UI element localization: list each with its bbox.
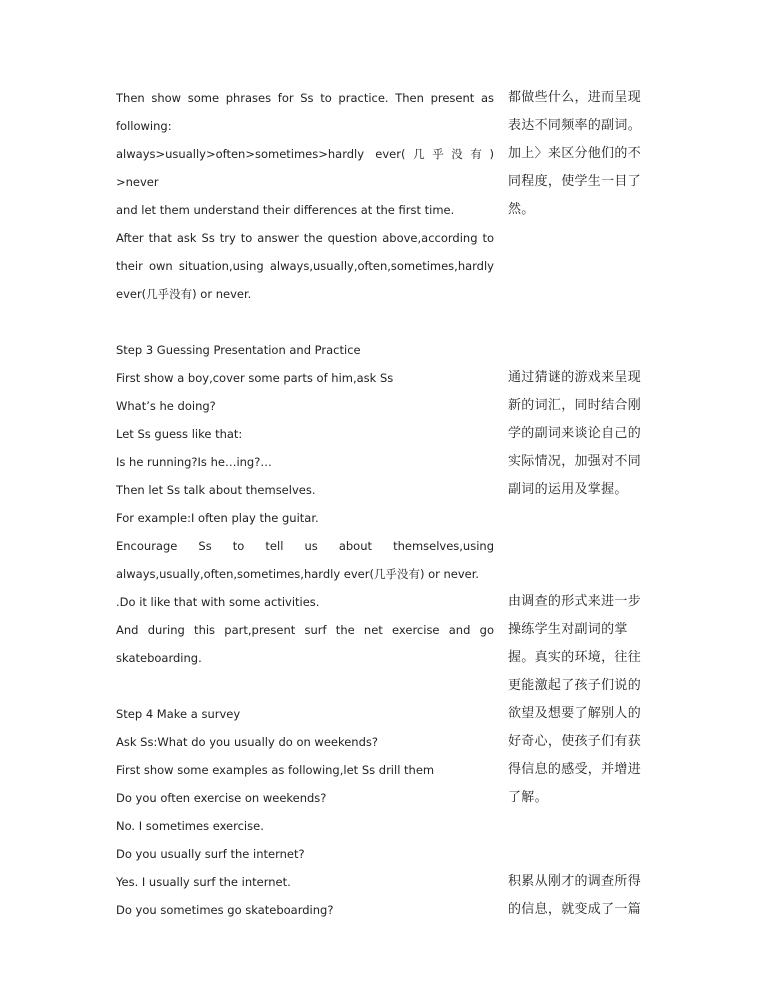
blank-line: [508, 504, 648, 532]
intent-line: 好奇心，使孩子们有获: [508, 734, 642, 749]
intent-line: 副词的运用及掌握。: [508, 482, 628, 497]
procedure-line: First show some examples as following,let Ss drill them: [116, 763, 435, 777]
procedure-line: And during this part,present surf the net exercise and go: [116, 623, 494, 637]
procedure-line: >never: [116, 175, 159, 189]
procedure-line: and let them understand their differences at the first time.: [116, 203, 455, 217]
intent-line: 实际情况，加强对不同: [508, 454, 642, 469]
intent-line: 操练学生对副词的掌: [508, 622, 628, 637]
procedure-line: Do you often exercise on weekends?: [116, 791, 327, 805]
procedure-line: Step 4 Make a survey: [116, 707, 241, 721]
blank-line: [116, 672, 494, 700]
intent-line: 同程度，使学生一目了: [508, 174, 642, 189]
lesson-procedure-column: [116, 84, 494, 924]
procedure-line: .Do it like that with some activities.: [116, 595, 320, 609]
procedure-line: Then let Ss talk about themselves.: [116, 483, 316, 497]
procedure-line: Ask Ss:What do you usually do on weekends?: [116, 735, 378, 749]
intent-line: 新的词汇，同时结合刚: [508, 398, 642, 413]
procedure-line: always>usually>often>sometimes>hardly ever(几乎没有): [116, 147, 494, 161]
procedure-line: First show a boy,cover some parts of him,ask Ss: [116, 371, 394, 385]
intent-line: 了解。: [508, 790, 548, 805]
procedure-line: After that ask Ss try to answer the question above,according to: [116, 231, 494, 245]
procedure-line: Let Ss guess like that:: [116, 427, 243, 441]
blank-line: [508, 252, 648, 280]
blank-line: [508, 812, 648, 840]
blank-line: [508, 840, 648, 868]
blank-line: [508, 336, 648, 364]
intent-line: 欲望及想要了解别人的: [508, 706, 642, 721]
procedure-line: Encourage Ss to tell us about themselves,using: [116, 539, 494, 553]
blank-line: [508, 308, 648, 336]
intent-line: 然。: [508, 202, 535, 217]
blank-line: [508, 560, 648, 588]
procedure-line: Yes. I usually surf the internet.: [116, 875, 291, 889]
procedure-line: ever(几乎没有) or never.: [116, 287, 252, 301]
intent-line: 更能激起了孩子们说的: [508, 678, 642, 693]
intent-line: 的信息，就变成了一篇: [508, 902, 642, 917]
procedure-line: Then show some phrases for Ss to practice. Then present as: [116, 91, 494, 105]
procedure-line: always,usually,often,sometimes,hardly ever(几乎没有) or never.: [116, 567, 480, 581]
procedure-line: No. I sometimes exercise.: [116, 819, 264, 833]
intent-line: 得信息的感受，并增进: [508, 762, 642, 777]
intent-line: 握。真实的环境，往往: [508, 650, 642, 665]
intent-line: 加上〉来区分他们的不: [508, 146, 642, 161]
procedure-line: For example:I often play the guitar.: [116, 511, 319, 525]
intent-line: 表达不同频率的副词。: [508, 118, 642, 133]
blank-line: [116, 308, 494, 336]
procedure-line: Do you usually surf the internet?: [116, 847, 305, 861]
procedure-line: Is he running?Is he…ing?…: [116, 455, 272, 469]
intent-line: 都做些什么，进而呈现: [508, 90, 642, 105]
intent-line: 通过猜谜的游戏来呈现: [508, 370, 642, 385]
procedure-line: following:: [116, 119, 172, 133]
procedure-line: their own situation,using always,usually,often,sometimes,hardly: [116, 259, 494, 273]
blank-line: [508, 532, 648, 560]
design-intent-column: [508, 84, 648, 924]
intent-line: 积累从刚才的调查所得: [508, 874, 642, 889]
procedure-line: What’s he doing?: [116, 399, 216, 413]
blank-line: [508, 224, 648, 252]
procedure-line: skateboarding.: [116, 651, 202, 665]
blank-line: [508, 280, 648, 308]
procedure-line: Do you sometimes go skateboarding?: [116, 903, 334, 917]
intent-line: 由调查的形式来进一步: [508, 594, 642, 609]
procedure-line: Step 3 Guessing Presentation and Practice: [116, 343, 361, 357]
intent-line: 学的副词来谈论自己的: [508, 426, 642, 441]
